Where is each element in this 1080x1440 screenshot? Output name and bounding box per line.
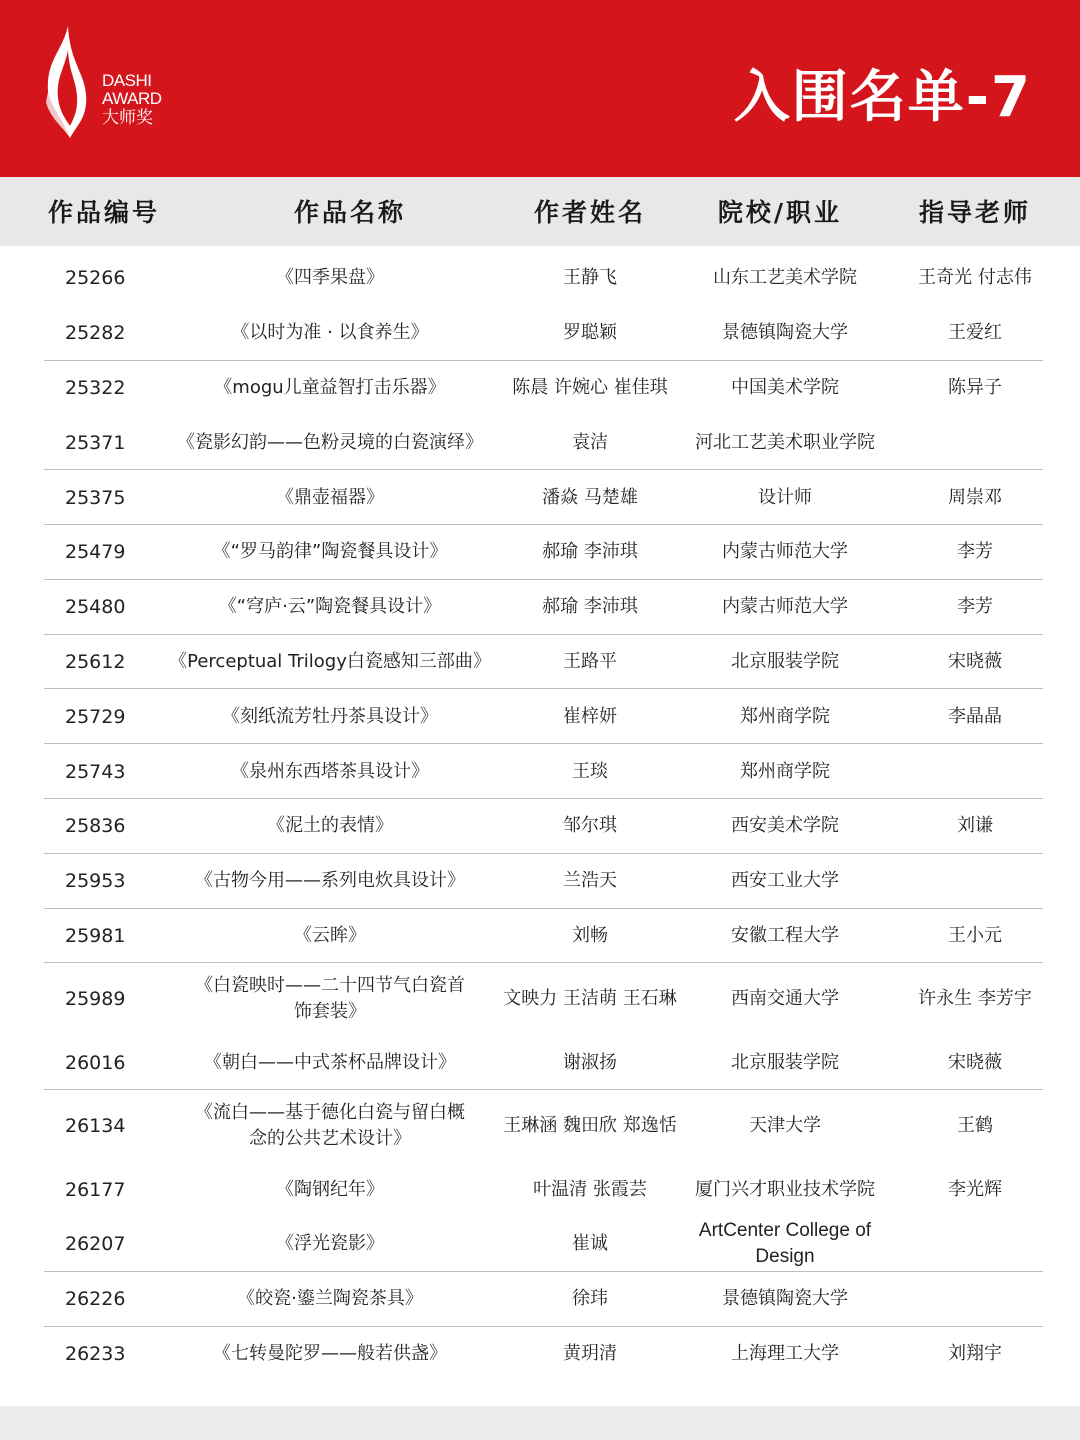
row-id: 26233 <box>65 1342 126 1365</box>
row-id: 25479 <box>65 541 126 564</box>
row-title: 《四季果盘》 <box>276 267 384 289</box>
row-id: 25375 <box>65 486 126 509</box>
table-row <box>0 1035 1080 1090</box>
row-author: 王静飞 <box>563 267 617 289</box>
row-author: 王琰 <box>572 760 608 782</box>
row-school: 山东工艺美术学院 <box>713 267 857 289</box>
table-row <box>0 1217 1080 1272</box>
table-row <box>0 1090 1080 1162</box>
row-school: 西南交通大学 <box>731 988 839 1010</box>
row-author: 袁洁 <box>572 431 608 453</box>
row-school: 天津大学 <box>749 1115 821 1137</box>
row-advisor: 周崇邓 <box>948 486 1002 508</box>
row-school: 北京服装学院 <box>731 1051 839 1073</box>
row-author: 崔诚 <box>572 1233 608 1255</box>
table-row <box>0 689 1080 744</box>
table-row <box>0 963 1080 1035</box>
row-advisor <box>900 1217 1050 1272</box>
row-school: 厦门兴才职业技术学院 <box>695 1178 875 1200</box>
row-title: 《浮光瓷影》 <box>276 1233 384 1255</box>
row-advisor: 许永生 李芳宇 <box>918 988 1032 1010</box>
row-author: 王路平 <box>563 650 617 672</box>
table-row <box>0 306 1080 361</box>
table-row <box>0 799 1080 854</box>
row-id: 25322 <box>65 376 126 399</box>
row-advisor: 王鹤 <box>957 1115 993 1137</box>
logo-text-award: AWARD <box>102 89 162 108</box>
logo-text-dashi: DASHI <box>102 71 152 90</box>
row-school: 景德镇陶瓷大学 <box>722 1288 848 1310</box>
row-advisor <box>900 415 1050 470</box>
row-author: 陈晨 许婉心 崔佳琪 <box>512 376 668 398</box>
row-author: 崔梓妍 <box>563 705 617 727</box>
row-title <box>160 963 500 1035</box>
flame-logo-icon <box>40 22 100 142</box>
table-row <box>0 470 1080 525</box>
row-school: 设计师 <box>758 486 812 508</box>
row-id: 25266 <box>65 267 126 290</box>
table-row <box>0 525 1080 580</box>
row-author: 黄玥清 <box>563 1342 617 1364</box>
table-row <box>0 744 1080 799</box>
page-title: 入围名单-7 <box>733 65 1032 130</box>
row-advisor <box>900 1272 1050 1327</box>
row-title: 《皎瓷·鎏兰陶瓷茶具》 <box>237 1288 423 1310</box>
row-title: 《“罗马韵律”陶瓷餐具设计》 <box>212 541 448 563</box>
row-title: 《朝白——中式茶杯品牌设计》 <box>204 1051 456 1073</box>
row-id: 25282 <box>65 322 126 345</box>
row-advisor: 李晶晶 <box>948 705 1002 727</box>
row-id: 26226 <box>65 1288 126 1311</box>
row-author: 刘畅 <box>572 924 608 946</box>
header-banner <box>0 0 1080 177</box>
row-school: 西安工业大学 <box>731 870 839 892</box>
row-title: 《古物今用——系列电炊具设计》 <box>195 870 465 892</box>
row-id: 26016 <box>65 1051 126 1074</box>
row-title: 《泉州东西塔茶具设计》 <box>231 760 429 782</box>
column-header-id: 作品编号 <box>47 198 160 227</box>
table-row <box>0 635 1080 690</box>
row-advisor: 陈异子 <box>948 376 1002 398</box>
row-author: 文映力 王洁萌 王石琳 <box>503 988 677 1010</box>
row-advisor: 宋晓薇 <box>948 650 1002 672</box>
row-title: 《云眸》 <box>294 924 366 946</box>
table-row <box>0 1327 1080 1382</box>
row-author: 罗聪颖 <box>563 322 617 344</box>
row-id: 26134 <box>65 1115 126 1138</box>
row-title: 《鼎壶福器》 <box>276 486 384 508</box>
table-row <box>0 1272 1080 1327</box>
row-title: 《七转曼陀罗——般若供盏》 <box>213 1342 447 1364</box>
row-advisor: 李光辉 <box>948 1178 1002 1200</box>
row-title: 《mogu儿童益智打击乐器》 <box>214 376 446 398</box>
row-id: 25371 <box>65 431 126 454</box>
row-school: 北京服装学院 <box>731 650 839 672</box>
row-id: 25981 <box>65 924 126 947</box>
row-advisor: 刘谦 <box>957 815 993 837</box>
row-school: 景德镇陶瓷大学 <box>722 322 848 344</box>
row-title: 《Perceptual Trilogy白瓷感知三部曲》 <box>169 650 491 672</box>
table-row <box>0 909 1080 964</box>
row-school: 河北工艺美术职业学院 <box>695 431 875 453</box>
table-row <box>0 251 1080 306</box>
row-advisor: 王小元 <box>948 924 1002 946</box>
row-author: 郝瑜 李沛琪 <box>542 541 638 563</box>
table-row <box>0 415 1080 470</box>
column-header-author: 作者姓名 <box>533 198 646 227</box>
column-header-school: 院校/职业 <box>717 198 843 227</box>
row-advisor: 刘翔宇 <box>948 1342 1002 1364</box>
table-row <box>0 854 1080 909</box>
row-school: 安徽工程大学 <box>731 924 839 946</box>
row-title: 《瓷影幻韵——色粉灵境的白瓷演绎》 <box>177 431 483 453</box>
row-title: 《陶钢纪年》 <box>276 1178 384 1200</box>
row-title: 《“穹庐·云”陶瓷餐具设计》 <box>218 596 442 618</box>
row-advisor <box>900 854 1050 909</box>
row-author: 潘焱 马楚雄 <box>542 486 638 508</box>
row-title-text: 《流白——基于德化白瓷与留白概念的公共艺术设计》 <box>195 1102 465 1150</box>
table-row <box>0 580 1080 635</box>
row-title: 《以时为准 · 以食养生》 <box>231 322 429 344</box>
row-author: 谢淑扬 <box>563 1051 617 1073</box>
row-title-text: 《白瓷映时——二十四节气白瓷首饰套装》 <box>195 975 465 1023</box>
row-school: ArtCenter College of Design <box>698 1220 872 1268</box>
row-id: 25729 <box>65 705 126 728</box>
dashi-award-logo <box>40 22 180 142</box>
row-id: 26177 <box>65 1178 126 1201</box>
row-title: 《泥土的表情》 <box>267 815 393 837</box>
row-id: 25953 <box>65 870 126 893</box>
table-row <box>0 361 1080 416</box>
row-id: 25989 <box>65 988 126 1011</box>
row-school: 郑州商学院 <box>740 760 830 782</box>
shortlist-table <box>0 251 1080 1381</box>
row-school: 郑州商学院 <box>740 705 830 727</box>
row-advisor <box>900 744 1050 799</box>
row-id: 26207 <box>65 1233 126 1256</box>
row-id: 25743 <box>65 760 126 783</box>
row-id: 25480 <box>65 596 126 619</box>
row-author: 徐玮 <box>572 1288 608 1310</box>
row-school: 西安美术学院 <box>731 815 839 837</box>
row-title <box>160 1090 500 1162</box>
logo-text-cn: 大师奖 <box>102 108 153 128</box>
footer-band <box>0 1406 1080 1440</box>
row-author: 邹尔琪 <box>563 815 617 837</box>
row-id: 25836 <box>65 815 126 838</box>
row-id: 25612 <box>65 650 126 673</box>
row-advisor: 李芳 <box>957 541 993 563</box>
column-header-advisor: 指导老师 <box>918 198 1031 227</box>
row-author: 兰浩天 <box>563 870 617 892</box>
row-advisor: 宋晓薇 <box>948 1051 1002 1073</box>
row-title: 《刻纸流芳牡丹茶具设计》 <box>222 705 438 727</box>
row-author: 叶温清 张霞芸 <box>533 1178 647 1200</box>
row-school: 中国美术学院 <box>731 376 839 398</box>
row-school: 内蒙古师范大学 <box>722 596 848 618</box>
table-header <box>0 177 1080 246</box>
row-school: 上海理工大学 <box>731 1342 839 1364</box>
row-advisor: 李芳 <box>957 596 993 618</box>
row-advisor: 王奇光 付志伟 <box>918 267 1032 289</box>
row-author: 郝瑜 李沛琪 <box>542 596 638 618</box>
table-row <box>0 1162 1080 1217</box>
column-header-title: 作品名称 <box>293 198 406 227</box>
row-author: 王琳涵 魏田欣 郑逸恬 <box>503 1115 677 1137</box>
row-school: 内蒙古师范大学 <box>722 541 848 563</box>
row-advisor: 王爱红 <box>948 322 1002 344</box>
